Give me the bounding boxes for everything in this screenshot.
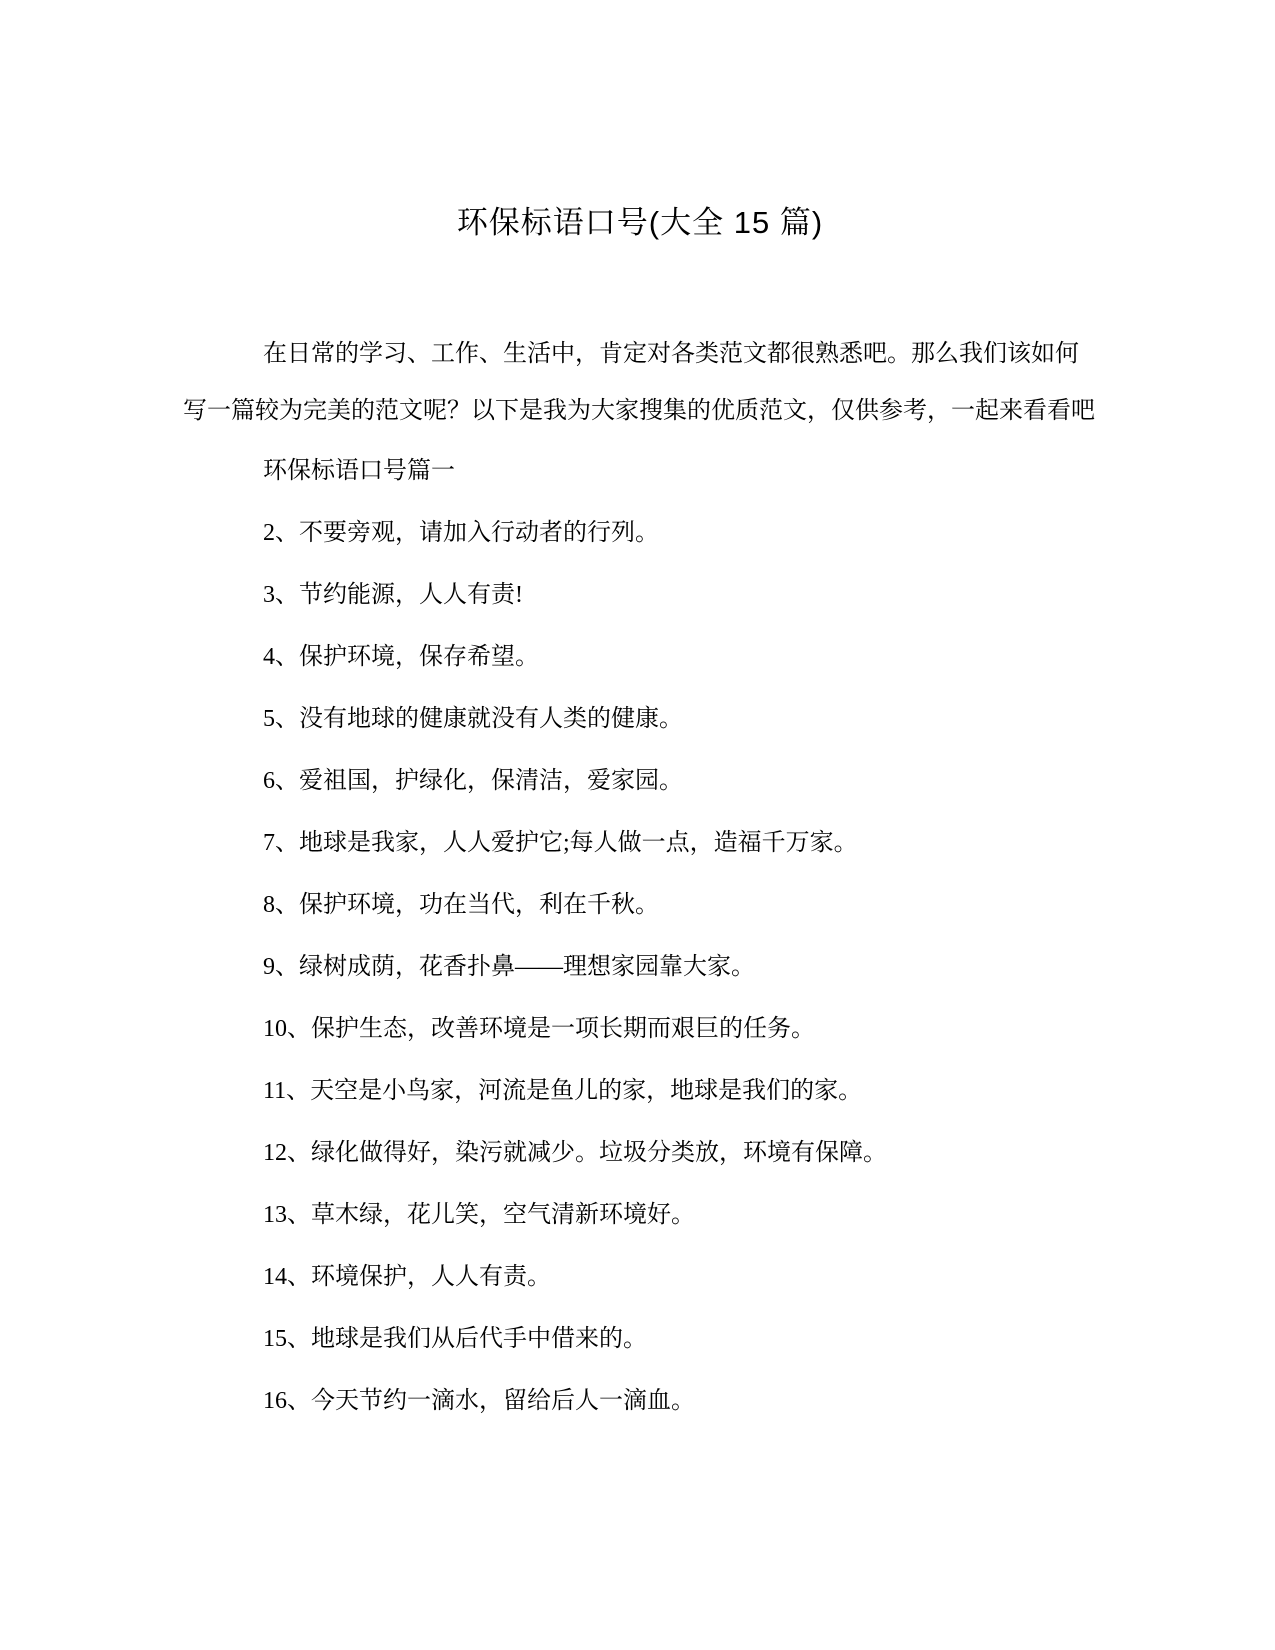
slogan-item: 5、没有地球的健康就没有人类的健康。 bbox=[263, 706, 683, 732]
slogan-item: 4、保护环境，保存希望。 bbox=[263, 644, 539, 670]
slogan-item: 13、草木绿，花儿笑，空气清新环境好。 bbox=[263, 1202, 695, 1228]
slogan-item: 10、保护生态，改善环境是一项长期而艰巨的任务。 bbox=[263, 1016, 815, 1042]
slogan-item: 7、地球是我家，人人爱护它;每人做一点，造福千万家。 bbox=[263, 830, 858, 856]
slogan-item: 2、不要旁观，请加入行动者的行列。 bbox=[263, 520, 659, 546]
intro-paragraph: 在日常的学习、工作、生活中，肯定对各类范文都很熟悉吧。那么我们该如何写一篇较为完美的范文呢？以下是我为大家搜集的优质范文，仅供参考，一起来看看吧 bbox=[183, 341, 1095, 424]
slogan-item: 8、保护环境，功在当代，利在千秋。 bbox=[263, 892, 659, 918]
slogan-item: 6、爱祖国，护绿化，保清洁，爱家园。 bbox=[263, 768, 683, 794]
slogan-item: 16、今天节约一滴水，留给后人一滴血。 bbox=[263, 1388, 695, 1414]
slogan-item: 3、节约能源，人人有责! bbox=[263, 582, 523, 608]
slogan-item: 15、地球是我们从后代手中借来的。 bbox=[263, 1326, 647, 1352]
section-heading: 环保标语口号篇一 bbox=[263, 458, 455, 484]
slogan-item: 9、绿树成荫，花香扑鼻——理想家园靠大家。 bbox=[263, 954, 755, 980]
slogan-item: 11、天空是小鸟家，河流是鱼儿的家，地球是我们的家。 bbox=[263, 1078, 863, 1104]
document-title: 环保标语口号(大全 15 篇) bbox=[456, 205, 824, 240]
slogan-item: 14、环境保护，人人有责。 bbox=[263, 1264, 551, 1290]
slogan-item: 12、绿化做得好，染污就减少。垃圾分类放，环境有保障。 bbox=[263, 1140, 887, 1166]
